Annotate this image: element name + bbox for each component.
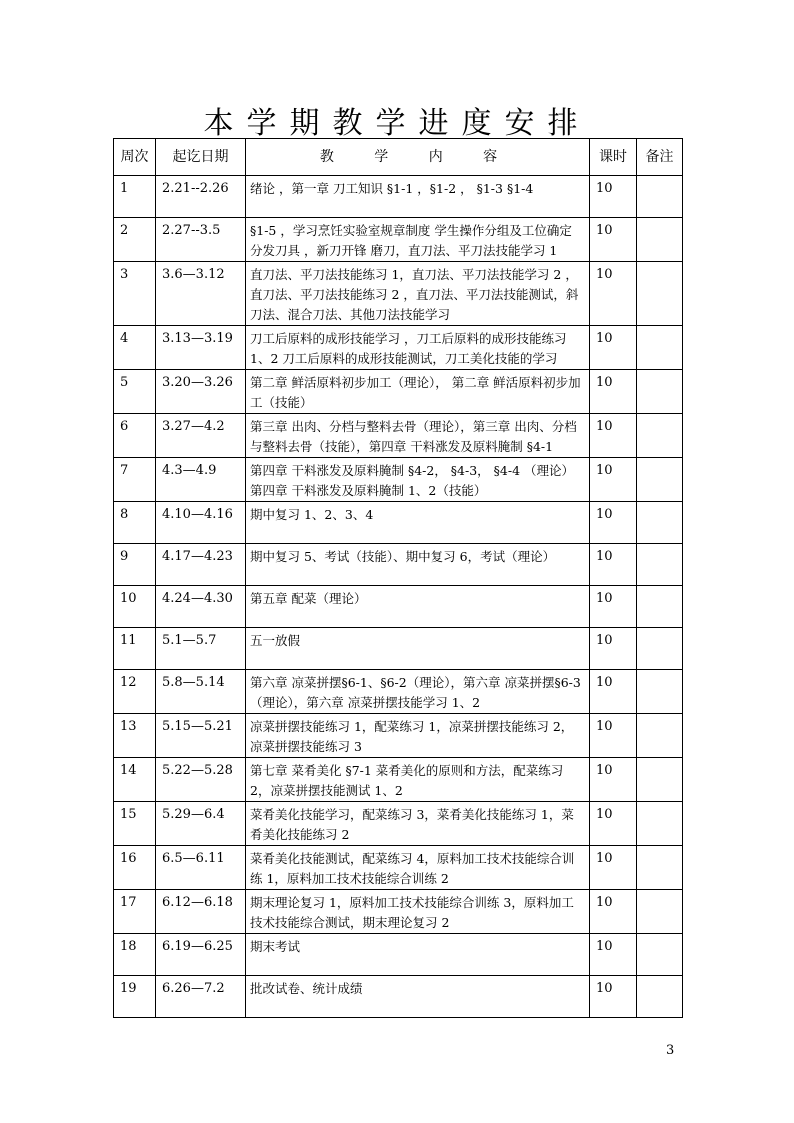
table-row bbox=[114, 714, 683, 758]
table-row bbox=[114, 262, 683, 326]
cell-dates: 3.20—3.26 bbox=[156, 370, 246, 414]
cell-content: 第七章 菜肴美化 §7-1 菜肴美化的原则和方法，配菜练习 2，凉菜拼摆技能测试 1、2 bbox=[246, 758, 590, 802]
cell-notes bbox=[637, 326, 683, 370]
table-row bbox=[114, 544, 683, 586]
table-row bbox=[114, 218, 683, 262]
table-row bbox=[114, 846, 683, 890]
cell-content: 绪论 ，第一章 刀工知识 §1-1 ，§1-2 ， §1-3 §1-4 bbox=[246, 176, 590, 218]
cell-dates: 5.8—5.14 bbox=[156, 670, 246, 714]
cell-hours: 10 bbox=[590, 414, 637, 458]
cell-content: 菜肴美化技能测试，配菜练习 4，原料加工技术技能综合训练 1，原料加工技术技能综合训练 2 bbox=[246, 846, 590, 890]
cell-week: 16 bbox=[114, 846, 156, 890]
cell-dates: 5.1—5.7 bbox=[156, 628, 246, 670]
cell-hours: 10 bbox=[590, 326, 637, 370]
cell-dates: 4.24—4.30 bbox=[156, 586, 246, 628]
cell-content: 期中复习 1、2、3、4 bbox=[246, 502, 590, 544]
schedule-table bbox=[113, 138, 683, 1018]
cell-week: 10 bbox=[114, 586, 156, 628]
table-row bbox=[114, 586, 683, 628]
table-row bbox=[114, 370, 683, 414]
cell-notes bbox=[637, 414, 683, 458]
cell-week: 3 bbox=[114, 262, 156, 326]
header-dates: 起讫日期 bbox=[156, 139, 246, 176]
cell-hours: 10 bbox=[590, 176, 637, 218]
table-row bbox=[114, 890, 683, 934]
cell-dates: 6.12—6.18 bbox=[156, 890, 246, 934]
cell-dates: 6.19—6.25 bbox=[156, 934, 246, 976]
cell-dates: 4.3—4.9 bbox=[156, 458, 246, 502]
cell-hours: 10 bbox=[590, 670, 637, 714]
cell-notes bbox=[637, 218, 683, 262]
cell-content: 直刀法、平刀法技能练习 1，直刀法、平刀法技能学习 2 ，直刀法、平刀法技能练习 2 ，直刀法、平刀法技能测试，斜刀法、混合刀法、其他刀法技能学习 bbox=[246, 262, 590, 326]
cell-dates: 5.29—6.4 bbox=[156, 802, 246, 846]
cell-hours: 10 bbox=[590, 370, 637, 414]
table-row bbox=[114, 758, 683, 802]
cell-week: 8 bbox=[114, 502, 156, 544]
cell-content: 第二章 鲜活原料初步加工（理论）， 第二章 鲜活原料初步加工（技能） bbox=[246, 370, 590, 414]
cell-notes bbox=[637, 934, 683, 976]
page-number: 3 bbox=[666, 1043, 675, 1058]
cell-dates: 3.27—4.2 bbox=[156, 414, 246, 458]
cell-notes bbox=[637, 846, 683, 890]
cell-hours: 10 bbox=[590, 458, 637, 502]
cell-hours: 10 bbox=[590, 846, 637, 890]
cell-week: 15 bbox=[114, 802, 156, 846]
cell-week: 11 bbox=[114, 628, 156, 670]
cell-notes bbox=[637, 628, 683, 670]
cell-week: 2 bbox=[114, 218, 156, 262]
cell-dates: 5.22—5.28 bbox=[156, 758, 246, 802]
cell-notes bbox=[637, 714, 683, 758]
cell-notes bbox=[637, 758, 683, 802]
cell-hours: 10 bbox=[590, 714, 637, 758]
header-notes: 备注 bbox=[637, 139, 683, 176]
cell-week: 19 bbox=[114, 976, 156, 1018]
cell-dates: 3.13—3.19 bbox=[156, 326, 246, 370]
cell-notes bbox=[637, 502, 683, 544]
cell-content: 五一放假 bbox=[246, 628, 590, 670]
cell-hours: 10 bbox=[590, 502, 637, 544]
cell-notes bbox=[637, 670, 683, 714]
cell-content: 第六章 凉菜拼摆§6-1、§6-2（理论），第六章 凉菜拼摆§6-3（理论），第六章 凉菜拼摆技能学习 1、2 bbox=[246, 670, 590, 714]
cell-dates: 3.6—3.12 bbox=[156, 262, 246, 326]
table-row bbox=[114, 326, 683, 370]
cell-content: 期中复习 5、考试（技能）、期中复习 6，考试（理论） bbox=[246, 544, 590, 586]
cell-notes bbox=[637, 802, 683, 846]
cell-content: 期末考试 bbox=[246, 934, 590, 976]
table-row bbox=[114, 458, 683, 502]
cell-week: 4 bbox=[114, 326, 156, 370]
cell-content: 批改试卷、统计成绩 bbox=[246, 976, 590, 1018]
cell-notes bbox=[637, 458, 683, 502]
cell-notes bbox=[637, 890, 683, 934]
cell-dates: 2.27--3.5 bbox=[156, 218, 246, 262]
cell-notes bbox=[637, 544, 683, 586]
cell-dates: 5.15—5.21 bbox=[156, 714, 246, 758]
cell-hours: 10 bbox=[590, 628, 637, 670]
cell-notes bbox=[637, 586, 683, 628]
table-row bbox=[114, 414, 683, 458]
table-row bbox=[114, 976, 683, 1018]
cell-dates: 4.10—4.16 bbox=[156, 502, 246, 544]
cell-hours: 10 bbox=[590, 890, 637, 934]
cell-hours: 10 bbox=[590, 544, 637, 586]
cell-hours: 10 bbox=[590, 934, 637, 976]
cell-week: 18 bbox=[114, 934, 156, 976]
table-row bbox=[114, 934, 683, 976]
cell-week: 9 bbox=[114, 544, 156, 586]
cell-hours: 10 bbox=[590, 262, 637, 326]
cell-dates: 2.21--2.26 bbox=[156, 176, 246, 218]
table-row bbox=[114, 628, 683, 670]
cell-week: 12 bbox=[114, 670, 156, 714]
cell-week: 14 bbox=[114, 758, 156, 802]
cell-content: 第四章 干料涨发及原料腌制 §4-2， §4-3， §4-4 （理论） 第四章 干料涨发及原料腌制 1、2（技能） bbox=[246, 458, 590, 502]
cell-week: 7 bbox=[114, 458, 156, 502]
cell-week: 6 bbox=[114, 414, 156, 458]
cell-week: 13 bbox=[114, 714, 156, 758]
cell-dates: 6.26—7.2 bbox=[156, 976, 246, 1018]
cell-notes bbox=[637, 176, 683, 218]
cell-hours: 10 bbox=[590, 802, 637, 846]
cell-dates: 6.5—6.11 bbox=[156, 846, 246, 890]
cell-notes bbox=[637, 370, 683, 414]
cell-hours: 10 bbox=[590, 218, 637, 262]
cell-hours: 10 bbox=[590, 586, 637, 628]
cell-dates: 4.17—4.23 bbox=[156, 544, 246, 586]
header-content: 教 学 内 容 bbox=[246, 139, 590, 176]
table-row bbox=[114, 802, 683, 846]
cell-hours: 10 bbox=[590, 976, 637, 1018]
header-week: 周次 bbox=[114, 139, 156, 176]
cell-week: 17 bbox=[114, 890, 156, 934]
cell-content: 凉菜拼摆技能练习 1，配菜练习 1，凉菜拼摆技能练习 2，凉菜拼摆技能练习 3 bbox=[246, 714, 590, 758]
cell-notes bbox=[637, 976, 683, 1018]
table-header-row bbox=[114, 139, 683, 176]
cell-week: 5 bbox=[114, 370, 156, 414]
cell-hours: 10 bbox=[590, 758, 637, 802]
page-title: 本学期教学进度安排 bbox=[203, 106, 591, 141]
cell-content: 期末理论复习 1，原料加工技术技能综合训练 3，原料加工技术技能综合测试，期末理论复习 2 bbox=[246, 890, 590, 934]
cell-content: 刀工后原料的成形技能学习 ，刀工后原料的成形技能练习 1、2 刀工后原料的成形技能测试，刀工美化技能的学习 bbox=[246, 326, 590, 370]
cell-content: 菜肴美化技能学习，配菜练习 3，菜肴美化技能练习 1，菜肴美化技能练习 2 bbox=[246, 802, 590, 846]
cell-content: 第三章 出肉、分档与整料去骨（理论），第三章 出肉、分档与整料去骨（技能），第四章 干料涨发及原料腌制 §4-1 bbox=[246, 414, 590, 458]
cell-week: 1 bbox=[114, 176, 156, 218]
cell-content: §1-5 ，学习烹饪实验室规章制度 学生操作分组及工位确定 分发刀具 ，新刀开锋 磨刀，直刀法、平刀法技能学习 1 bbox=[246, 218, 590, 262]
table-row bbox=[114, 176, 683, 218]
table-row bbox=[114, 502, 683, 544]
cell-content: 第五章 配菜（理论） bbox=[246, 586, 590, 628]
table-row bbox=[114, 670, 683, 714]
header-hours: 课时 bbox=[590, 139, 637, 176]
cell-notes bbox=[637, 262, 683, 326]
